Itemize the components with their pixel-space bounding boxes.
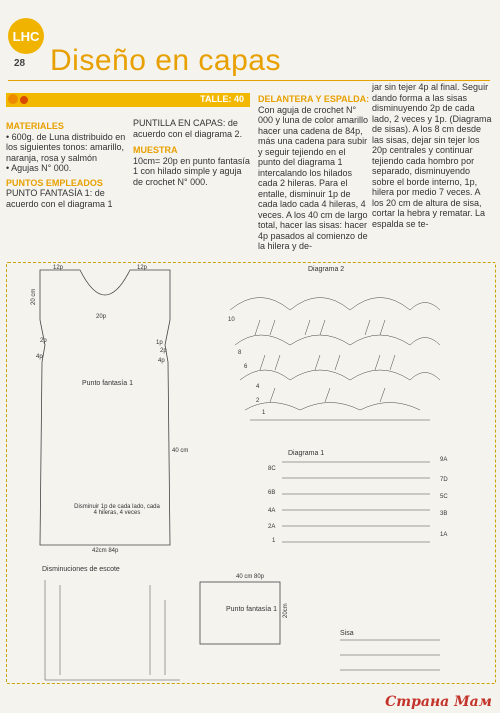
row-label: 6B [268,490,276,496]
front-back-heading: DELANTERA Y ESPALDA: [258,94,370,104]
materials-item: • 600g. de Luna distribuido en los siguientes tonos: amarillo, naranja, rosa y salmón [6,131,126,163]
row-label: 7D [440,477,448,483]
measure-label: 4p [36,354,43,360]
page-number: 28 [14,58,26,69]
neckline-decrease-chart [45,580,180,680]
measure-label: 20 cm [31,288,37,305]
puntilla-text: PUNTILLA EN CAPAS: de acuerdo con el diagrama 2. [133,118,243,139]
gauge-text: 10cm= 20p en punto fantasía 1 con hilado simple y aguja de crochet N° 000. [133,155,250,187]
page-title: Diseño en capas [50,44,281,77]
lhc-logo: LHC [8,18,44,54]
materials-item: • Agujas N° 000. [6,163,72,173]
measure-label: 20cm [283,603,289,618]
row-label: 10 [228,317,235,323]
measure-label: 40 cm 80p [236,574,265,580]
measure-label: 1p [156,340,163,346]
stitch-label: Punto fantasía 1 [226,606,277,613]
row-label: 3B [440,511,448,517]
row-label: 9A [440,457,448,463]
measure-label: 12p [53,265,64,271]
diagram2-title: Diagrama 2 [308,266,345,273]
rectangle-piece [200,582,280,644]
row-label: 1 [272,538,276,544]
row-label: 4A [268,508,276,514]
armhole-chart [340,640,440,670]
decrease-note: Disminuir 1p de cada lado, cada 4 hileras, 4 veces [74,504,160,516]
materials-heading: MATERIALES [6,121,64,131]
size-label: TALLE: 40 [200,94,244,104]
instructions-continued-text: jar sin tejer 4p al final. Seguir dando forma a las sisas disminuyendo 2p de cada lado, 2 veces y 1p. (Diagrama de sisas). A los 8 cm desde las sisas, dejar sin tejer los 20p centrales y continuar tejiendo cada hombro por separado, disminuyendo sobre el borde interno, 1p, hilera por medio 7 veces. A los 20 cm de altura de sisa, cortar la hebra y rematar. La espalda se te- [372,82,492,229]
front-back-text: Con aguja de crochet N° 000 y luna de color amarillo hacer una cadena de 84p, más una cadena para subir y seguir tejiendo en el punto del diagrama 1 intercalando los hilados cada 2 hileras. Para el entalle, disminuir 1p de cada lado cada 4 hileras, 4 veces. A los 40 cm de largo total, hacer las sisas: hacer 4p pasados al comienzo de la hilera y de- [258,104,369,251]
row-label: 1 [262,410,266,416]
measure-label: 12p [137,265,148,271]
neckline-title: Disminuciones de escote [42,566,120,573]
row-label: 2 [256,398,260,404]
row-label: 1A [440,532,448,538]
watermark: Страна Мам [385,694,492,710]
measure-label: 2p [160,348,167,354]
measure-label: 2p [40,338,47,344]
row-label: 8C [268,466,276,472]
row-label: 5C [440,494,448,500]
diagram1-title: Diagrama 1 [288,450,325,457]
row-label: 8 [238,350,242,356]
row-label: 4 [256,384,260,390]
measure-label: 40 cm [172,448,189,454]
row-label: 6 [244,364,248,370]
gauge-heading: MUESTRA [133,145,178,155]
stitch-label: Punto fantasía 1 [82,380,133,387]
row-label: 2A [268,524,276,530]
stitches-heading: PUNTOS EMPLEADOS [6,177,103,188]
measure-label: 4p [158,358,165,364]
measure-label: 20p [96,314,107,320]
stitch-fantasia: PUNTO FANTASÍA 1: de acuerdo con el diagrama 1 [6,188,113,209]
diagram1-chart [282,462,430,542]
diagram2-chart [230,298,440,421]
measure-label: 42cm 84p [92,548,119,554]
armhole-title: Sisa [340,630,354,637]
